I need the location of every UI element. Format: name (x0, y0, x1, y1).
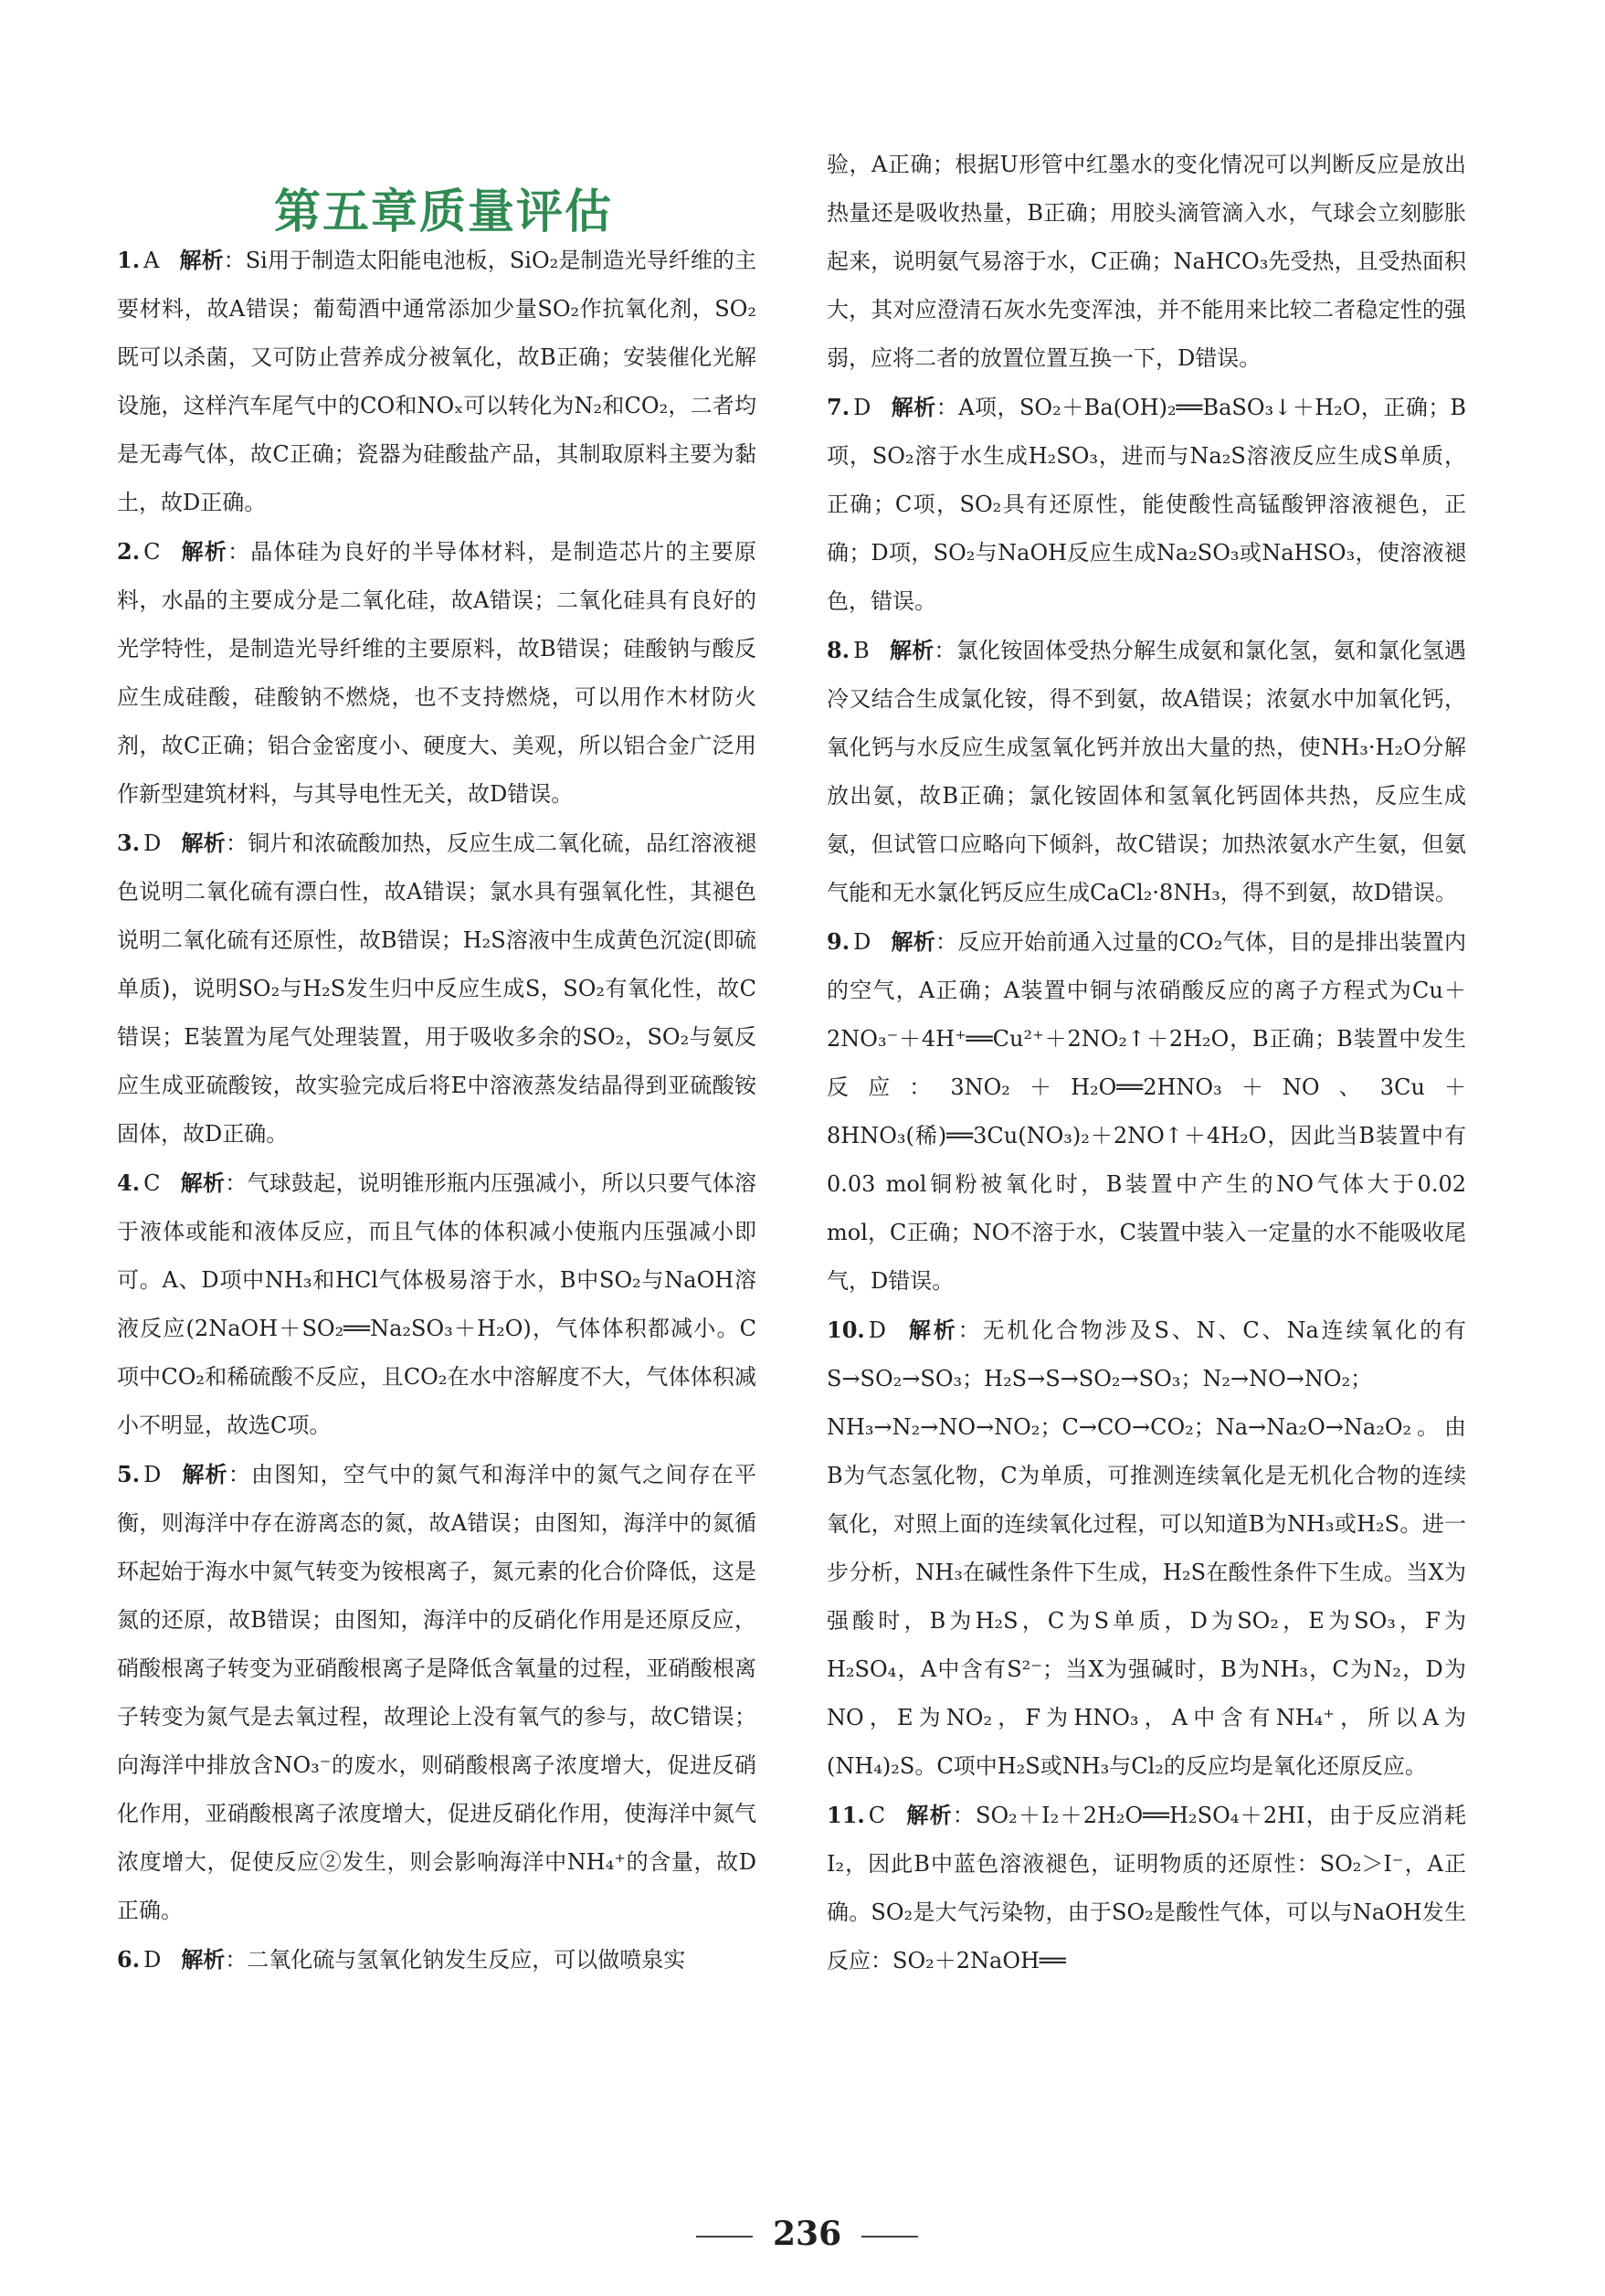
analysis-label: 解析 (905, 1802, 953, 1828)
analysis-label: 解析 (180, 538, 228, 565)
analysis-label: 解析 (889, 637, 934, 663)
answer-item-2 (117, 527, 756, 819)
item-answer: D (868, 1317, 887, 1343)
footer-dash-left (696, 2236, 753, 2238)
answer-item-8 (827, 626, 1466, 917)
item-text: ：SO₂＋I₂＋2H₂O══H₂SO₄＋2HI，由于反应消耗I₂，因此B中蓝色溶液褪色，证明物质的还原性：SO₂＞I⁻，A正确。SO₂是大气污染物，由于SO₂是酸性气体，可以与NaOH发生反应：SO₂＋2NaOH══ (827, 1803, 1467, 1973)
item-text: ：氯化铵固体受热分解生成氨和氯化氢，氨和氯化氢遇冷又结合生成氯化铵，得不到氨，故A错误；浓氨水中加氧化钙，氧化钙与水反应生成氢氧化钙并放出大量的热，使NH₃·H₂O分解放出氨，故B正确；氯化铵固体和氢氧化钙固体共热，反应生成氨，但试管口应略向下倾斜，故C错误；加热浓氨水产生氨，但氨气能和无水氯化钙反应生成CaCl₂·8NH₃，得不到氨，故D错误。 (827, 638, 1466, 905)
item-answer: D (853, 929, 871, 955)
item-number: 10. (827, 1317, 865, 1343)
answer-item-7 (827, 383, 1466, 626)
analysis-label: 解析 (180, 1169, 226, 1196)
item-answer: D (853, 395, 871, 420)
analysis-label: 解析 (181, 830, 226, 856)
left-column (117, 181, 756, 1984)
item-answer: D (143, 1947, 162, 1973)
item-number: 9. (827, 928, 850, 955)
item-answer: C (143, 539, 161, 565)
analysis-label: 解析 (181, 1461, 228, 1487)
item-number: 3. (117, 830, 141, 856)
answer-item-5 (117, 1450, 756, 1935)
item-text: ：铜片和浓硫酸加热，反应生成二氧化硫，品红溶液褪色说明二氧化硫有漂白性，故A错误；氯水具有强氧化性，其褪色说明二氧化硫有还原性，故B错误；H₂S溶液中生成黄色沉淀(即硫单质)，说明SO₂与H₂S发生归中反应生成S，SO₂有氧化性，故C错误；E装置为尾气处理装置，用于吸收多余的SO₂，SO₂与氨反应生成亚硫酸铵，故实验完成后将E中溶液蒸发结晶得到亚硫酸铵固体，故D正确。 (117, 831, 756, 1147)
item-number: 11. (827, 1802, 865, 1828)
analysis-label: 解析 (181, 1946, 226, 1973)
analysis-label: 解析 (906, 1317, 958, 1343)
item-text: ：反应开始前通入过量的CO₂气体，目的是排出装置内的空气，A正确；A装置中铜与浓硝酸反应的离子方程式为Cu＋2NO₃⁻＋4H⁺══Cu²⁺＋2NO₂↑＋2H₂O，B正确；B装置中发生反应：3NO₂＋H₂O══2HNO₃＋NO、3Cu＋8HNO₃(稀)══3Cu(NO₃)₂＋2NO↑＋4H₂O，因此当B装置中有0.03 mol铜粉被氧化时，B装置中产生的NO气体大于0.02 mol，C正确；NO不溶于水，C装置中装入一定量的水不能吸收尾气，D错误。 (827, 929, 1466, 1294)
item-text: ：由图知，空气中的氮气和海洋中的氮气之间存在平衡，则海洋中存在游离态的氮，故A错误；由图知，海洋中的氮循环起始于海水中氮气转变为铵根离子，氮元素的化合价降低，这是氮的还原，故B错误；由图知，海洋中的反硝化作用是还原反应，硝酸根离子转变为亚硝酸根离子是降低含氧量的过程，亚硝酸根离子转变为氮气是去氧过程，故理论上没有氧气的参与，故C错误；向海洋中排放含NO₃⁻的废水，则硝酸根离子浓度增大，促进反硝化作用，亚硝酸根离子浓度增大，促进反硝化作用，使海洋中氮气浓度增大，促使反应②发生，则会影响海洋中NH₄⁺的含量，故D正确。 (117, 1462, 756, 1923)
answer-item-6 (117, 1935, 756, 1984)
item-number: 7. (827, 394, 850, 420)
item-text: ：二氧化硫与氢氧化钠发生反应，可以做喷泉实 (225, 1947, 686, 1973)
item-number: 4. (117, 1169, 141, 1196)
item-answer: D (143, 831, 162, 856)
item-number: 5. (117, 1461, 141, 1487)
analysis-label: 解析 (179, 247, 224, 273)
item-text: ：气球鼓起，说明锥形瓶内压强减小，所以只要气体溶于液体或能和液体反应，而且气体的体积减小使瓶内压强减小即可。A、D项中NH₃和HCl气体极易溶于水，B中SO₂与NaOH溶液反应(2NaOH＋SO₂══Na₂SO₃＋H₂O)，气体体积都减小。C项中CO₂和稀硫酸不反应，且CO₂在水中溶解度不大，气体体积减小不明显，故选C项。 (117, 1170, 757, 1438)
answer-item-9 (827, 917, 1466, 1306)
chapter-title: 第五章质量评估 (274, 185, 614, 239)
item-answer: A (143, 248, 160, 273)
item-text: ：A项，SO₂＋Ba(OH)₂══BaSO₃↓＋H₂O，正确；B项，SO₂溶于水生成H₂SO₃，进而与Na₂S溶液反应生成S单质，正确；C项，SO₂具有还原性，能使酸性高锰酸钾溶液褪色，正确；D项，SO₂与NaOH反应生成Na₂SO₃或NaHSO₃，使溶液褪色，错误。 (827, 395, 1466, 614)
item-text: ：Si用于制造太阳能电池板，SiO₂是制造光导纤维的主要材料，故A错误；葡萄酒中通常添加少量SO₂作抗氧化剂，SO₂既可以杀菌，又可防止营养成分被氧化，故B正确；安装催化光解设施，这样汽车尾气中的CO和NOₓ可以转化为N₂和CO₂，二者均是无毒气体，故C正确；瓷器为硅酸盐产品，其制取原料主要为黏土，故D正确。 (117, 248, 757, 515)
item-number: 2. (117, 538, 141, 565)
answer-item-6-continued (827, 141, 1466, 383)
right-column (827, 141, 1466, 1985)
item-number: 6. (117, 1946, 141, 1973)
item-number: 1. (117, 247, 141, 273)
analysis-label: 解析 (891, 394, 936, 420)
item-text: 验，A正确；根据U形管中红墨水的变化情况可以判断反应是放出热量还是吸收热量，B正确；用胶头滴管滴入水，气球会立刻膨胀起来，说明氨气易溶于水，C正确；NaHCO₃先受热，且受热面积大，其对应澄清石灰水先变浑浊，并不能用来比较二者稳定性的强弱，应将二者的放置位置互换一下，D错误。 (827, 152, 1466, 371)
item-answer: D (143, 1462, 162, 1487)
page-number-footer (676, 2215, 932, 2253)
item-text: ：晶体硅为良好的半导体材料，是制造芯片的主要原料，水晶的主要成分是二氧化硅，故A错误；二氧化硅具有良好的光学特性，是制造光导纤维的主要原料，故B错误；硅酸钠与酸反应生成硅酸，硅酸钠不燃烧，也不支持燃烧，可以用作木材防火剂，故C正确；铝合金密度小、硬度大、美观，所以铝合金广泛用作新型建筑材料，与其导电性无关，故D错误。 (117, 539, 757, 807)
item-text: ：无机化合物涉及S、N、C、Na连续氧化的有S→SO₂→SO₃；H₂S→S→SO₂→SO₃；N₂→NO→NO₂；NH₃→N₂→NO→NO₂；C→CO→CO₂；Na→Na₂O→Na₂O₂。由B为气态氢化物，C为单质，可推测连续氧化是无机化合物的连续氧化，对照上面的连续氧化过程，可以知道B为NH₃或H₂S。进一步分析，NH₃在碱性条件下生成，H₂S在酸性条件下生成。当X为强酸时，B为H₂S，C为S单质，D为SO₂，E为SO₃，F为H₂SO₄，A中含有S²⁻；当X为强碱时，B为NH₃，C为N₂，D为NO，E为NO₂，F为HNO₃，A中含有NH₄⁺，所以A为(NH₄)₂S。C项中H₂S或NH₃与Cl₂的反应均是氧化还原反应。 (827, 1317, 1466, 1779)
item-answer: C (868, 1803, 886, 1828)
item-answer: B (853, 638, 870, 663)
analysis-label: 解析 (891, 928, 936, 955)
page-number: 236 (773, 2215, 842, 2253)
answer-item-10 (827, 1306, 1466, 1791)
answer-item-4 (117, 1159, 756, 1450)
item-answer: C (143, 1170, 161, 1196)
answer-item-11 (827, 1791, 1466, 1985)
answer-item-1 (117, 236, 756, 527)
footer-dash-right (861, 2236, 918, 2238)
answer-item-3 (117, 819, 756, 1159)
item-number: 8. (827, 637, 850, 663)
